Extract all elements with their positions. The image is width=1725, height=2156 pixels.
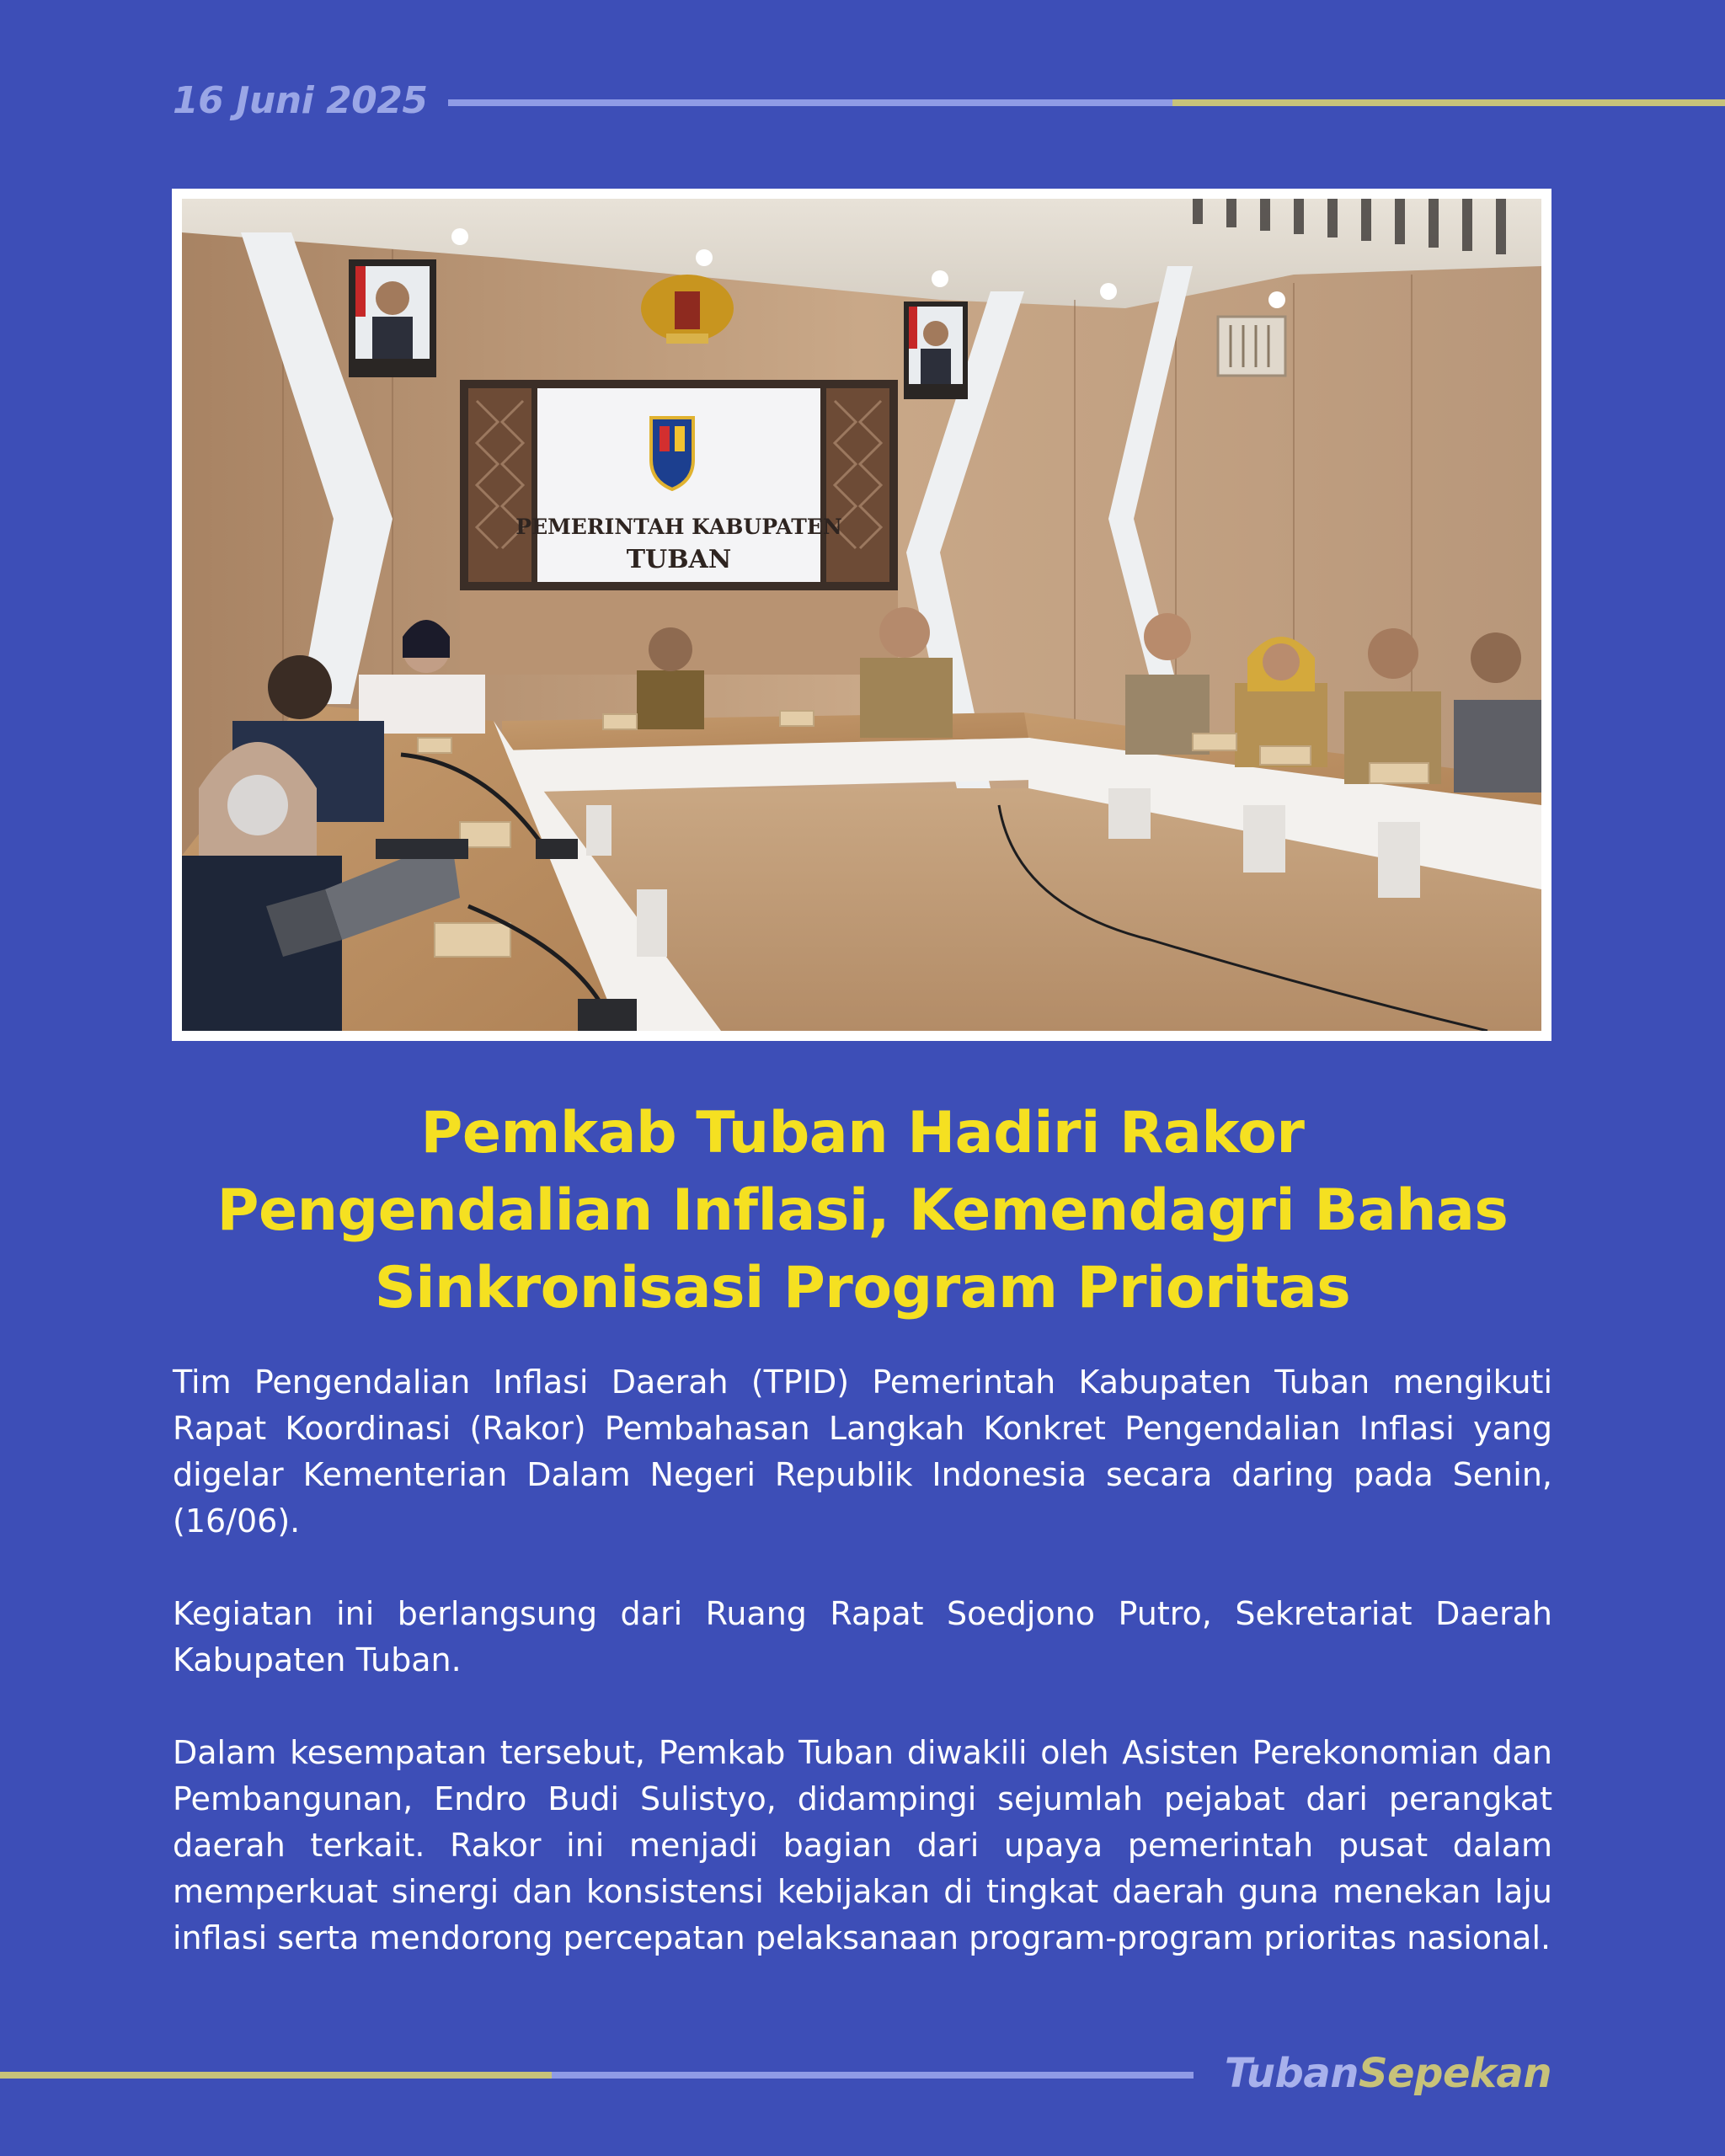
news-photo-frame [172, 189, 1551, 1041]
header-divider-gold [1172, 99, 1725, 106]
headline-line-2: Pengendalian Inflasi, Kemendagri Bahas [216, 1177, 1509, 1244]
paragraph-3: Dalam kesempatan tersebut, Pemkab Tuban diwakili oleh Asisten Perekonomian dan Pembangunan, Endro Budi Sulistyo, didampingi sejumlah pejabat dari perangkat daerah terkait. Rakor ini menjadi bagian dari upaya pemerintah pusat dalam memperkuat sinergi dan konsistensi kebijakan di tingkat daerah guna menekan laju inflasi serta mendorong percepatan pelaksanaan program-program prioritas nasional. [173, 1734, 1552, 1956]
headline-line-1: Pemkab Tuban Hadiri Rakor [420, 1100, 1305, 1166]
publish-date: 16 Juni 2025 [173, 79, 428, 122]
brand-part-1: Tuban [1224, 2050, 1359, 2097]
article-headline [118, 1095, 1607, 1327]
paragraph-2: Kegiatan ini berlangsung dari Ruang Rapat Soedjono Putro, Sekretariat Daerah Kabupaten Tuban. [173, 1595, 1552, 1678]
headline-line-3: Sinkronisasi Program Prioritas [374, 1255, 1351, 1321]
footer-divider-blue [552, 2072, 1194, 2079]
brand-part-2: Sepekan [1358, 2050, 1551, 2097]
sign-line-1: PEMERINTAH KABUPATEN [515, 515, 842, 539]
article-body [173, 1359, 1552, 2008]
header-divider-blue [448, 99, 1172, 106]
tuban-crest-icon [651, 418, 693, 489]
paragraph-1: Tim Pengendalian Inflasi Daerah (TPID) Pemerintah Kabupaten Tuban mengikuti Rapat Koordinasi (Rakor) Pembahasan Langkah Konkret Pengendalian Inflasi yang digelar Kementerian Dalam Negeri Republik Indonesia secara daring pada Senin, (16/06). [173, 1364, 1552, 1540]
meeting-room-photo [182, 199, 1541, 1031]
brand-logo [1225, 2048, 1551, 2099]
footer-divider-gold [0, 2072, 552, 2079]
sign-line-2: TUBAN [626, 545, 732, 574]
